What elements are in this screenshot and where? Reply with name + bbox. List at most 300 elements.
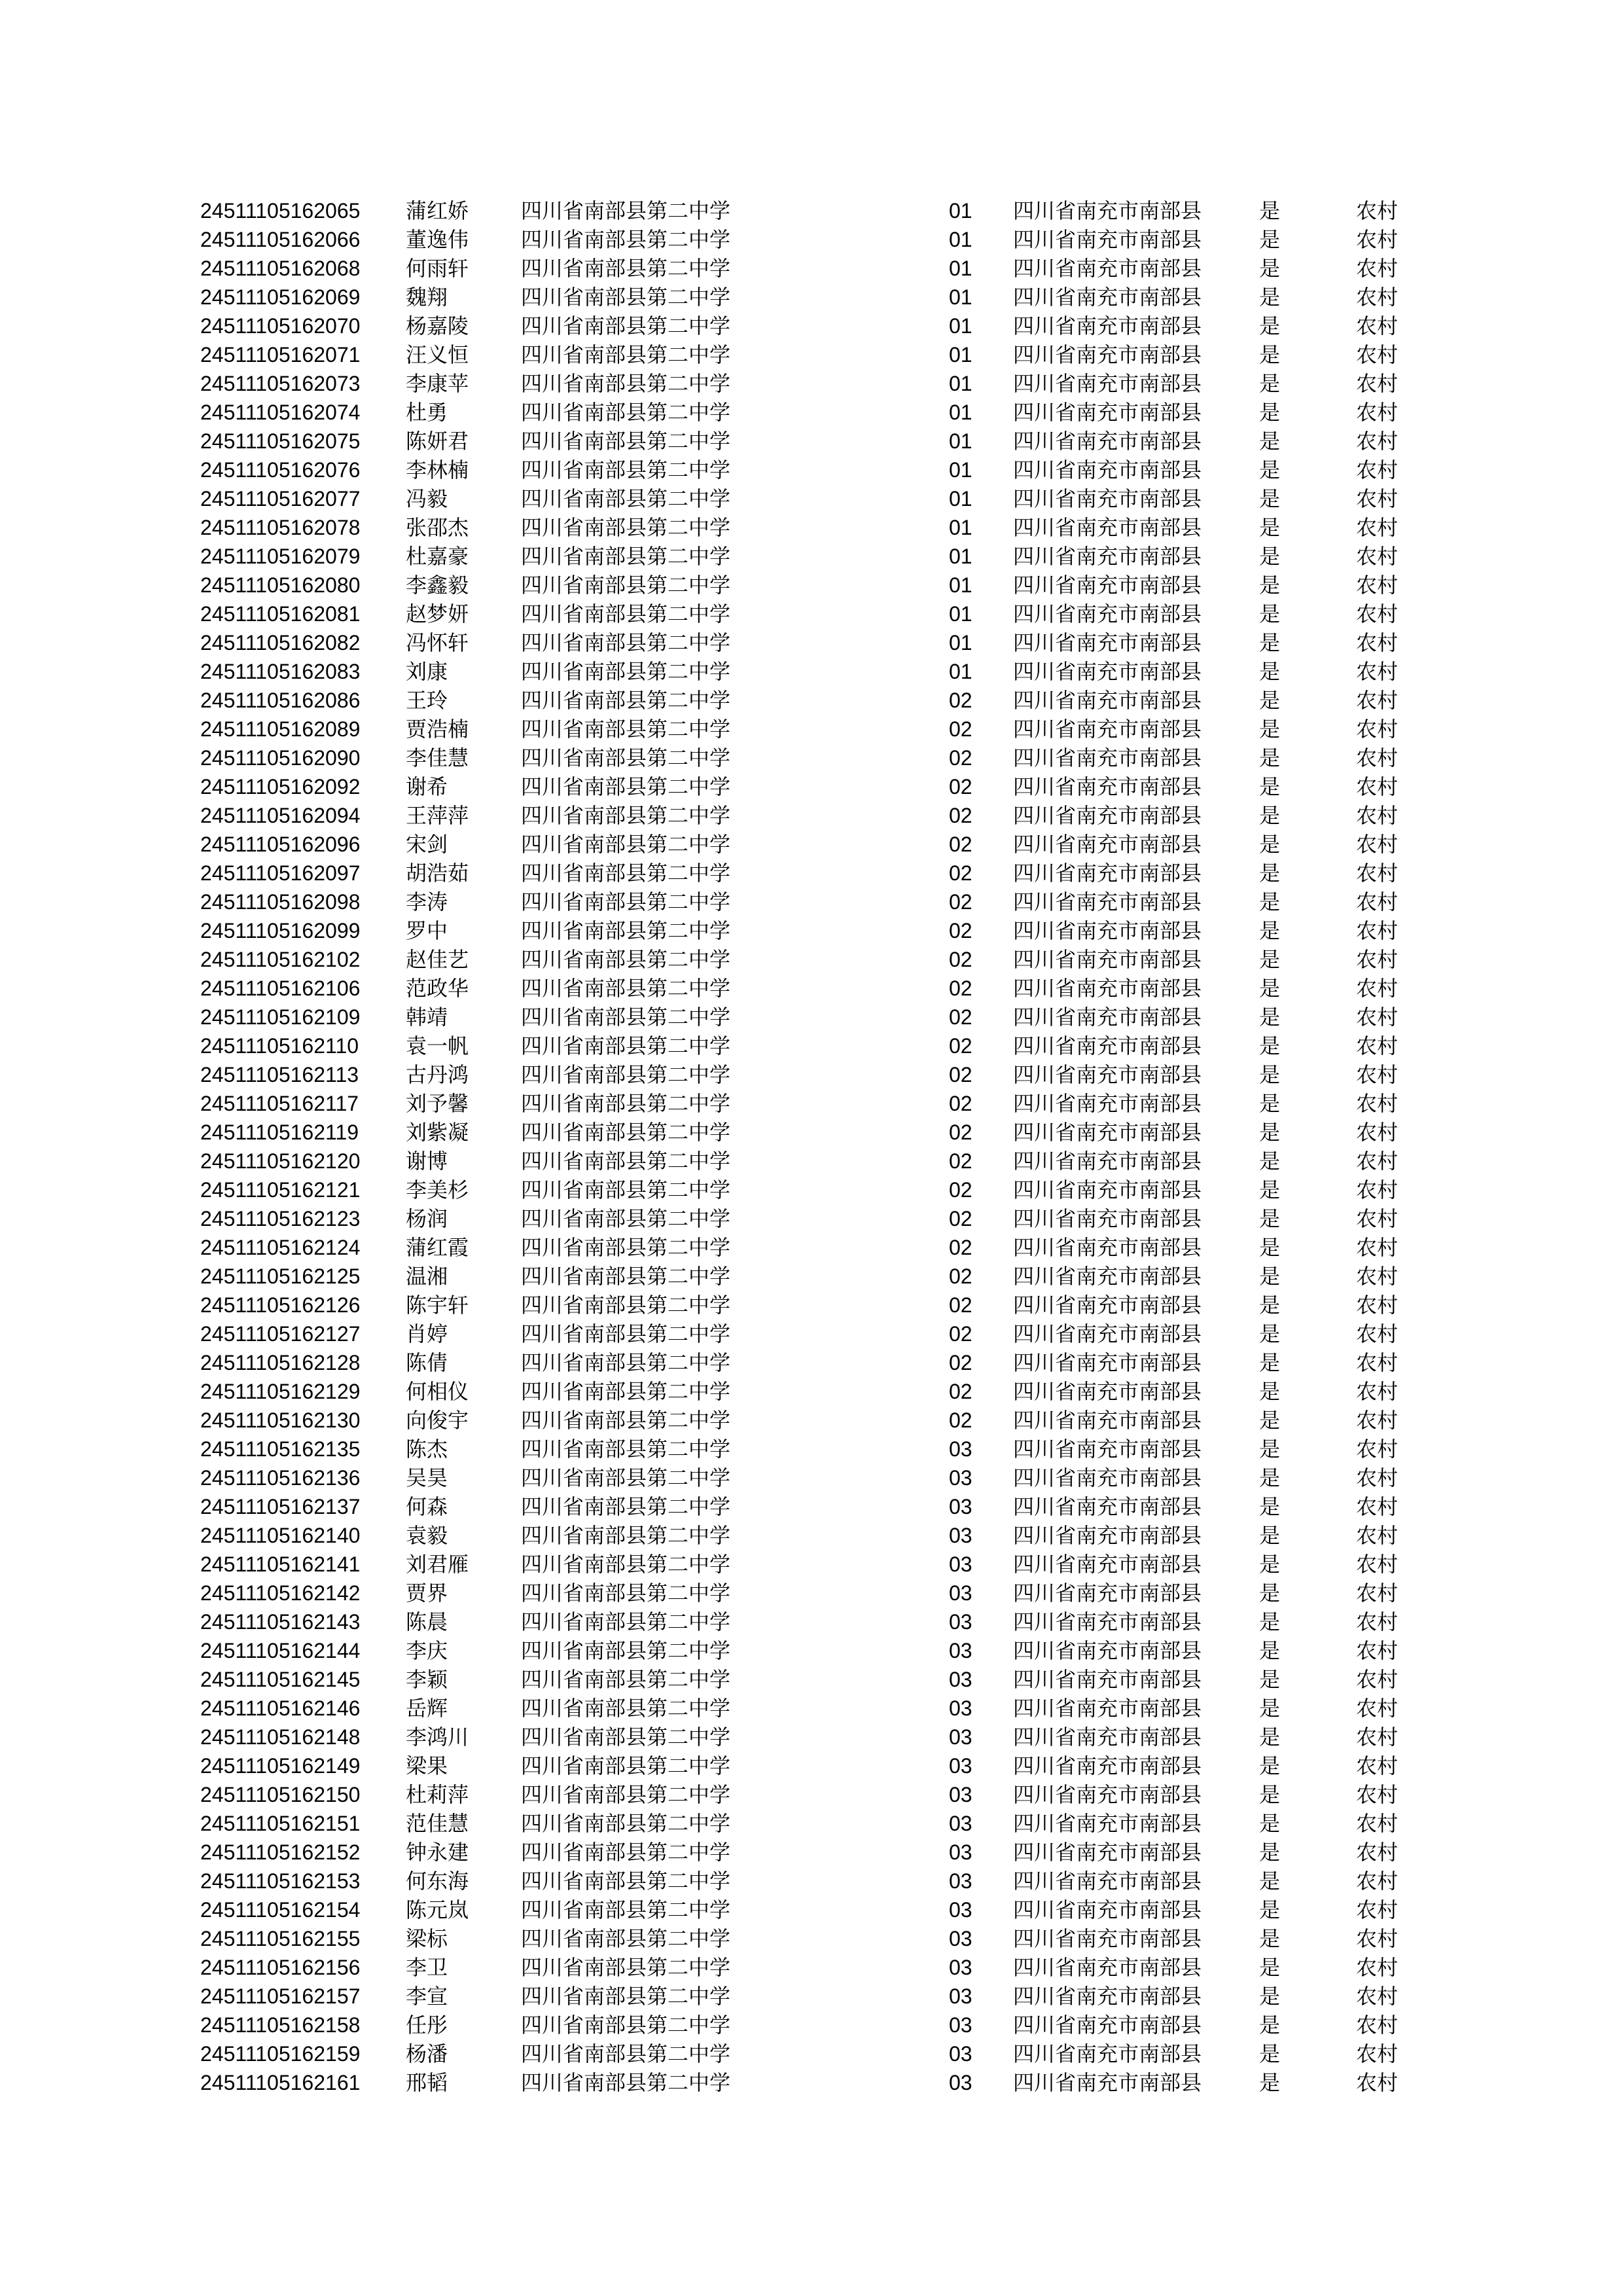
class-number-cell: 02 [949, 804, 972, 827]
student-id-cell: 24511105162144 [200, 1639, 361, 1662]
student-name-cell: 蒲红霞 [406, 1235, 469, 1260]
student-id-cell: 24511105162075 [200, 429, 361, 453]
household-type-cell: 农村 [1356, 1437, 1399, 1462]
student-id-cell: 24511105162081 [200, 602, 361, 626]
student-name-cell: 范佳慧 [406, 1811, 469, 1836]
flag-cell: 是 [1259, 1984, 1281, 2009]
class-number-cell: 02 [949, 977, 972, 1000]
school-cell: 四川省南部县第二中学 [521, 1581, 731, 1605]
household-type-cell: 农村 [1356, 1494, 1399, 1519]
school-cell: 四川省南部县第二中学 [521, 486, 731, 511]
school-cell: 四川省南部县第二中学 [521, 745, 731, 770]
student-id-cell: 24511105162080 [200, 573, 361, 597]
student-name-cell: 贾界 [406, 1581, 448, 1605]
household-type-cell: 农村 [1356, 1177, 1399, 1202]
region-cell: 四川省南充市南部县 [1013, 1782, 1202, 1807]
household-type-cell: 农村 [1356, 745, 1399, 770]
student-name-cell: 袁一帆 [406, 1033, 469, 1058]
household-type-cell: 农村 [1356, 1465, 1399, 1490]
household-type-cell: 农村 [1356, 1235, 1399, 1260]
school-cell: 四川省南部县第二中学 [521, 1753, 731, 1778]
student-id-cell: 24511105162069 [200, 285, 361, 309]
region-cell: 四川省南充市南部县 [1013, 486, 1202, 511]
roster-body [200, 196, 1421, 2097]
table-row [200, 600, 1421, 628]
table-row [200, 312, 1421, 340]
household-type-cell: 农村 [1356, 429, 1399, 454]
student-name-cell: 李涛 [406, 889, 448, 914]
class-number-cell: 03 [949, 1927, 972, 1950]
student-name-cell: 陈倩 [406, 1350, 448, 1375]
household-type-cell: 农村 [1356, 1120, 1399, 1145]
table-row [200, 196, 1421, 225]
class-number-cell: 02 [949, 1092, 972, 1115]
flag-cell: 是 [1259, 314, 1281, 338]
region-cell: 四川省南充市南部县 [1013, 1523, 1202, 1548]
household-type-cell: 农村 [1356, 1321, 1399, 1346]
school-cell: 四川省南部县第二中学 [521, 573, 731, 598]
school-cell: 四川省南部县第二中学 [521, 2041, 731, 2066]
region-cell: 四川省南充市南部县 [1013, 1667, 1202, 1692]
table-row [200, 715, 1421, 744]
class-number-cell: 02 [949, 1380, 972, 1403]
school-cell: 四川省南部县第二中学 [521, 832, 731, 857]
student-name-cell: 杨潘 [406, 2041, 448, 2066]
household-type-cell: 农村 [1356, 1350, 1399, 1375]
student-id-cell: 24511105162149 [200, 1754, 361, 1778]
school-cell: 四川省南部县第二中学 [521, 1091, 731, 1116]
table-row [200, 340, 1421, 369]
class-number-cell: 02 [949, 717, 972, 741]
class-number-cell: 01 [949, 285, 972, 309]
table-row [200, 1636, 1421, 1665]
school-cell: 四川省南部县第二中学 [521, 2013, 731, 2037]
region-cell: 四川省南充市南部县 [1013, 1955, 1202, 1980]
flag-cell: 是 [1259, 1753, 1281, 1778]
table-row [200, 1607, 1421, 1636]
flag-cell: 是 [1259, 889, 1281, 914]
school-cell: 四川省南部县第二中学 [521, 1897, 731, 1922]
flag-cell: 是 [1259, 198, 1281, 223]
region-cell: 四川省南充市南部县 [1013, 1984, 1202, 2009]
class-number-cell: 01 [949, 372, 972, 395]
school-cell: 四川省南部县第二中学 [521, 630, 731, 655]
school-cell: 四川省南部县第二中学 [521, 601, 731, 626]
household-type-cell: 农村 [1356, 717, 1399, 742]
region-cell: 四川省南充市南部县 [1013, 1005, 1202, 1030]
class-number-cell: 01 [949, 429, 972, 453]
household-type-cell: 农村 [1356, 1753, 1399, 1778]
household-type-cell: 农村 [1356, 1206, 1399, 1231]
region-cell: 四川省南充市南部县 [1013, 861, 1202, 886]
household-type-cell: 农村 [1356, 1005, 1399, 1030]
school-cell: 四川省南部县第二中学 [521, 285, 731, 310]
table-row [200, 1060, 1421, 1089]
student-id-cell: 24511105162148 [200, 1725, 361, 1749]
class-number-cell: 03 [949, 1840, 972, 1864]
student-id-cell: 24511105162136 [200, 1466, 361, 1490]
student-name-cell: 何森 [406, 1494, 448, 1519]
student-id-cell: 24511105162124 [200, 1236, 361, 1259]
class-number-cell: 03 [949, 1869, 972, 1893]
flag-cell: 是 [1259, 486, 1281, 511]
household-type-cell: 农村 [1356, 1408, 1399, 1433]
table-row [200, 1147, 1421, 1175]
school-cell: 四川省南部县第二中学 [521, 342, 731, 367]
student-name-cell: 吴昊 [406, 1465, 448, 1490]
flag-cell: 是 [1259, 1782, 1281, 1807]
class-number-cell: 03 [949, 1696, 972, 1720]
class-number-cell: 01 [949, 660, 972, 683]
school-cell: 四川省南部县第二中学 [521, 1609, 731, 1634]
school-cell: 四川省南部县第二中学 [521, 1955, 731, 1980]
class-number-cell: 03 [949, 1783, 972, 1806]
flag-cell: 是 [1259, 1840, 1281, 1865]
table-row [200, 888, 1421, 916]
student-name-cell: 谢博 [406, 1149, 448, 1174]
student-name-cell: 李宣 [406, 1984, 448, 2009]
student-name-cell: 宋剑 [406, 832, 448, 857]
student-id-cell: 24511105162146 [200, 1696, 361, 1720]
household-type-cell: 农村 [1356, 256, 1399, 281]
region-cell: 四川省南充市南部县 [1013, 688, 1202, 713]
student-name-cell: 李林楠 [406, 457, 469, 482]
household-type-cell: 农村 [1356, 1696, 1399, 1721]
class-number-cell: 03 [949, 1725, 972, 1749]
class-number-cell: 03 [949, 2071, 972, 2094]
table-row [200, 1319, 1421, 1348]
region-cell: 四川省南充市南部县 [1013, 573, 1202, 598]
class-number-cell: 03 [949, 1812, 972, 1835]
school-cell: 四川省南部县第二中学 [521, 717, 731, 742]
region-cell: 四川省南充市南部县 [1013, 1638, 1202, 1663]
region-cell: 四川省南充市南部县 [1013, 1725, 1202, 1749]
student-id-cell: 24511105162159 [200, 2042, 361, 2066]
flag-cell: 是 [1259, 256, 1281, 281]
table-row [200, 225, 1421, 254]
school-cell: 四川省南部县第二中学 [521, 1811, 731, 1836]
student-id-cell: 24511105162090 [200, 746, 361, 770]
household-type-cell: 农村 [1356, 1379, 1399, 1404]
table-row [200, 1665, 1421, 1694]
student-name-cell: 杜勇 [406, 400, 448, 425]
school-cell: 四川省南部县第二中学 [521, 1350, 731, 1375]
flag-cell: 是 [1259, 1005, 1281, 1030]
household-type-cell: 农村 [1356, 486, 1399, 511]
school-cell: 四川省南部县第二中学 [521, 1869, 731, 1893]
student-id-cell: 24511105162161 [200, 2071, 361, 2094]
table-row [200, 1377, 1421, 1406]
class-number-cell: 02 [949, 1149, 972, 1173]
student-name-cell: 罗中 [406, 918, 448, 943]
student-name-cell: 张邵杰 [406, 515, 469, 540]
table-row [200, 1579, 1421, 1607]
student-id-cell: 24511105162137 [200, 1495, 361, 1518]
flag-cell: 是 [1259, 342, 1281, 367]
household-type-cell: 农村 [1356, 573, 1399, 598]
school-cell: 四川省南部县第二中学 [521, 688, 731, 713]
flag-cell: 是 [1259, 285, 1281, 310]
region-cell: 四川省南充市南部县 [1013, 515, 1202, 540]
class-number-cell: 03 [949, 1552, 972, 1576]
student-name-cell: 杨嘉陵 [406, 314, 469, 338]
flag-cell: 是 [1259, 745, 1281, 770]
table-row [200, 1982, 1421, 2011]
region-cell: 四川省南充市南部县 [1013, 1581, 1202, 1605]
school-cell: 四川省南部县第二中学 [521, 2070, 731, 2095]
student-name-cell: 贾浩楠 [406, 717, 469, 742]
flag-cell: 是 [1259, 1293, 1281, 1318]
student-name-cell: 李鑫毅 [406, 573, 469, 598]
household-type-cell: 农村 [1356, 1955, 1399, 1980]
table-row [200, 1895, 1421, 1924]
region-cell: 四川省南充市南部县 [1013, 1869, 1202, 1893]
school-cell: 四川省南部县第二中学 [521, 1494, 731, 1519]
table-row [200, 513, 1421, 542]
household-type-cell: 农村 [1356, 285, 1399, 310]
household-type-cell: 农村 [1356, 803, 1399, 828]
flag-cell: 是 [1259, 1149, 1281, 1174]
student-id-cell: 24511105162121 [200, 1178, 361, 1202]
table-row [200, 1838, 1421, 1867]
household-type-cell: 农村 [1356, 2070, 1399, 2095]
school-cell: 四川省南部县第二中学 [521, 1206, 731, 1231]
school-cell: 四川省南部县第二中学 [521, 1321, 731, 1346]
class-number-cell: 02 [949, 1121, 972, 1144]
student-id-cell: 24511105162102 [200, 948, 361, 971]
class-number-cell: 02 [949, 775, 972, 798]
flag-cell: 是 [1259, 774, 1281, 799]
student-name-cell: 李康苹 [406, 371, 469, 396]
table-row [200, 1262, 1421, 1291]
school-cell: 四川省南部县第二中学 [521, 1984, 731, 2009]
school-cell: 四川省南部县第二中学 [521, 1005, 731, 1030]
household-type-cell: 农村 [1356, 1725, 1399, 1749]
flag-cell: 是 [1259, 1062, 1281, 1087]
school-cell: 四川省南部县第二中学 [521, 918, 731, 943]
region-cell: 四川省南充市南部县 [1013, 2070, 1202, 2095]
region-cell: 四川省南充市南部县 [1013, 1379, 1202, 1404]
table-row [200, 2039, 1421, 2068]
region-cell: 四川省南充市南部县 [1013, 1437, 1202, 1462]
flag-cell: 是 [1259, 1926, 1281, 1951]
flag-cell: 是 [1259, 1465, 1281, 1490]
student-id-cell: 24511105162152 [200, 1840, 361, 1864]
student-id-cell: 24511105162129 [200, 1380, 361, 1403]
household-type-cell: 农村 [1356, 1293, 1399, 1318]
region-cell: 四川省南充市南部县 [1013, 1177, 1202, 1202]
region-cell: 四川省南充市南部县 [1013, 1494, 1202, 1519]
class-number-cell: 02 [949, 861, 972, 885]
student-id-cell: 24511105162097 [200, 861, 361, 885]
household-type-cell: 农村 [1356, 630, 1399, 655]
class-number-cell: 01 [949, 458, 972, 482]
class-number-cell: 03 [949, 1437, 972, 1461]
student-id-cell: 24511105162123 [200, 1207, 361, 1230]
table-row [200, 484, 1421, 513]
student-id-cell: 24511105162110 [200, 1034, 359, 1058]
student-name-cell: 邢韬 [406, 2070, 448, 2095]
flag-cell: 是 [1259, 832, 1281, 857]
region-cell: 四川省南充市南部县 [1013, 1408, 1202, 1433]
student-roster-table [200, 196, 1421, 2097]
class-number-cell: 02 [949, 746, 972, 770]
household-type-cell: 农村 [1356, 601, 1399, 626]
region-cell: 四川省南充市南部县 [1013, 227, 1202, 252]
table-row [200, 1233, 1421, 1262]
class-number-cell: 02 [949, 1178, 972, 1202]
school-cell: 四川省南部县第二中学 [521, 1696, 731, 1721]
flag-cell: 是 [1259, 1609, 1281, 1634]
table-row [200, 916, 1421, 945]
school-cell: 四川省南部县第二中学 [521, 371, 731, 396]
student-name-cell: 杜莉萍 [406, 1782, 469, 1807]
school-cell: 四川省南部县第二中学 [521, 947, 731, 972]
student-name-cell: 董逸伟 [406, 227, 469, 252]
school-cell: 四川省南部县第二中学 [521, 400, 731, 425]
school-cell: 四川省南部县第二中学 [521, 861, 731, 886]
household-type-cell: 农村 [1356, 976, 1399, 1001]
student-id-cell: 24511105162098 [200, 890, 361, 914]
flag-cell: 是 [1259, 1235, 1281, 1260]
school-cell: 四川省南部县第二中学 [521, 1840, 731, 1865]
class-number-cell: 02 [949, 1351, 972, 1374]
region-cell: 四川省南充市南部县 [1013, 1811, 1202, 1836]
student-name-cell: 袁毅 [406, 1523, 448, 1548]
student-id-cell: 24511105162120 [200, 1149, 361, 1173]
flag-cell: 是 [1259, 1408, 1281, 1433]
class-number-cell: 02 [949, 1293, 972, 1317]
school-cell: 四川省南部县第二中学 [521, 1120, 731, 1145]
household-type-cell: 农村 [1356, 1264, 1399, 1289]
household-type-cell: 农村 [1356, 2013, 1399, 2037]
table-row [200, 1723, 1421, 1751]
school-cell: 四川省南部县第二中学 [521, 1437, 731, 1462]
class-number-cell: 02 [949, 1265, 972, 1288]
student-name-cell: 任彤 [406, 2013, 448, 2037]
school-cell: 四川省南部县第二中学 [521, 1667, 731, 1692]
table-row [200, 1521, 1421, 1550]
student-name-cell: 古丹鸿 [406, 1062, 469, 1087]
class-number-cell: 02 [949, 1005, 972, 1029]
region-cell: 四川省南充市南部县 [1013, 717, 1202, 742]
student-id-cell: 24511105162066 [200, 228, 361, 251]
flag-cell: 是 [1259, 2013, 1281, 2037]
class-number-cell: 02 [949, 1236, 972, 1259]
region-cell: 四川省南充市南部县 [1013, 1465, 1202, 1490]
student-name-cell: 赵梦妍 [406, 601, 469, 626]
flag-cell: 是 [1259, 400, 1281, 425]
class-number-cell: 03 [949, 1610, 972, 1634]
table-row [200, 1867, 1421, 1895]
household-type-cell: 农村 [1356, 342, 1399, 367]
region-cell: 四川省南充市南部县 [1013, 774, 1202, 799]
class-number-cell: 01 [949, 314, 972, 338]
flag-cell: 是 [1259, 947, 1281, 972]
flag-cell: 是 [1259, 861, 1281, 886]
household-type-cell: 农村 [1356, 1033, 1399, 1058]
household-type-cell: 农村 [1356, 1984, 1399, 2009]
student-id-cell: 24511105162140 [200, 1524, 361, 1547]
student-id-cell: 24511105162086 [200, 689, 361, 712]
flag-cell: 是 [1259, 1725, 1281, 1749]
flag-cell: 是 [1259, 227, 1281, 252]
region-cell: 四川省南充市南部县 [1013, 1321, 1202, 1346]
school-cell: 四川省南部县第二中学 [521, 1264, 731, 1289]
household-type-cell: 农村 [1356, 688, 1399, 713]
class-number-cell: 03 [949, 1754, 972, 1778]
flag-cell: 是 [1259, 1552, 1281, 1577]
flag-cell: 是 [1259, 1897, 1281, 1922]
region-cell: 四川省南充市南部县 [1013, 256, 1202, 281]
student-name-cell: 李鸿川 [406, 1725, 469, 1749]
student-name-cell: 梁果 [406, 1753, 448, 1778]
student-id-cell: 24511105162130 [200, 1408, 361, 1432]
class-number-cell: 01 [949, 516, 972, 539]
region-cell: 四川省南充市南部县 [1013, 1293, 1202, 1318]
student-name-cell: 陈妍君 [406, 429, 469, 454]
student-name-cell: 李佳慧 [406, 745, 469, 770]
school-cell: 四川省南部县第二中学 [521, 1033, 731, 1058]
table-row [200, 1406, 1421, 1435]
student-id-cell: 24511105162076 [200, 458, 361, 482]
household-type-cell: 农村 [1356, 544, 1399, 569]
class-number-cell: 02 [949, 1408, 972, 1432]
flag-cell: 是 [1259, 976, 1281, 1001]
household-type-cell: 农村 [1356, 1782, 1399, 1807]
class-number-cell: 01 [949, 401, 972, 424]
flag-cell: 是 [1259, 1955, 1281, 1980]
region-cell: 四川省南充市南部县 [1013, 1609, 1202, 1634]
class-number-cell: 03 [949, 1668, 972, 1691]
flag-cell: 是 [1259, 1696, 1281, 1721]
student-id-cell: 24511105162074 [200, 401, 361, 424]
student-name-cell: 魏翔 [406, 285, 448, 310]
school-cell: 四川省南部县第二中学 [521, 515, 731, 540]
table-row [200, 1118, 1421, 1147]
table-row [200, 1031, 1421, 1060]
flag-cell: 是 [1259, 688, 1281, 713]
student-id-cell: 24511105162070 [200, 314, 361, 338]
flag-cell: 是 [1259, 2041, 1281, 2066]
class-number-cell: 03 [949, 1639, 972, 1662]
school-cell: 四川省南部县第二中学 [521, 1523, 731, 1548]
household-type-cell: 农村 [1356, 198, 1399, 223]
region-cell: 四川省南充市南部县 [1013, 1120, 1202, 1145]
flag-cell: 是 [1259, 1869, 1281, 1893]
student-name-cell: 陈元岚 [406, 1897, 469, 1922]
student-name-cell: 刘紫凝 [406, 1120, 469, 1145]
region-cell: 四川省南充市南部县 [1013, 342, 1202, 367]
class-number-cell: 01 [949, 228, 972, 251]
student-name-cell: 李颖 [406, 1667, 448, 1692]
household-type-cell: 农村 [1356, 1638, 1399, 1663]
table-row [200, 628, 1421, 657]
household-type-cell: 农村 [1356, 832, 1399, 857]
school-cell: 四川省南部县第二中学 [521, 1638, 731, 1663]
student-name-cell: 李美杉 [406, 1177, 469, 1202]
household-type-cell: 农村 [1356, 918, 1399, 943]
school-cell: 四川省南部县第二中学 [521, 976, 731, 1001]
flag-cell: 是 [1259, 1494, 1281, 1519]
table-row [200, 1175, 1421, 1204]
student-id-cell: 24511105162073 [200, 372, 361, 395]
student-name-cell: 汪义恒 [406, 342, 469, 367]
flag-cell: 是 [1259, 601, 1281, 626]
region-cell: 四川省南充市南部县 [1013, 1235, 1202, 1260]
flag-cell: 是 [1259, 1437, 1281, 1462]
class-number-cell: 02 [949, 948, 972, 971]
